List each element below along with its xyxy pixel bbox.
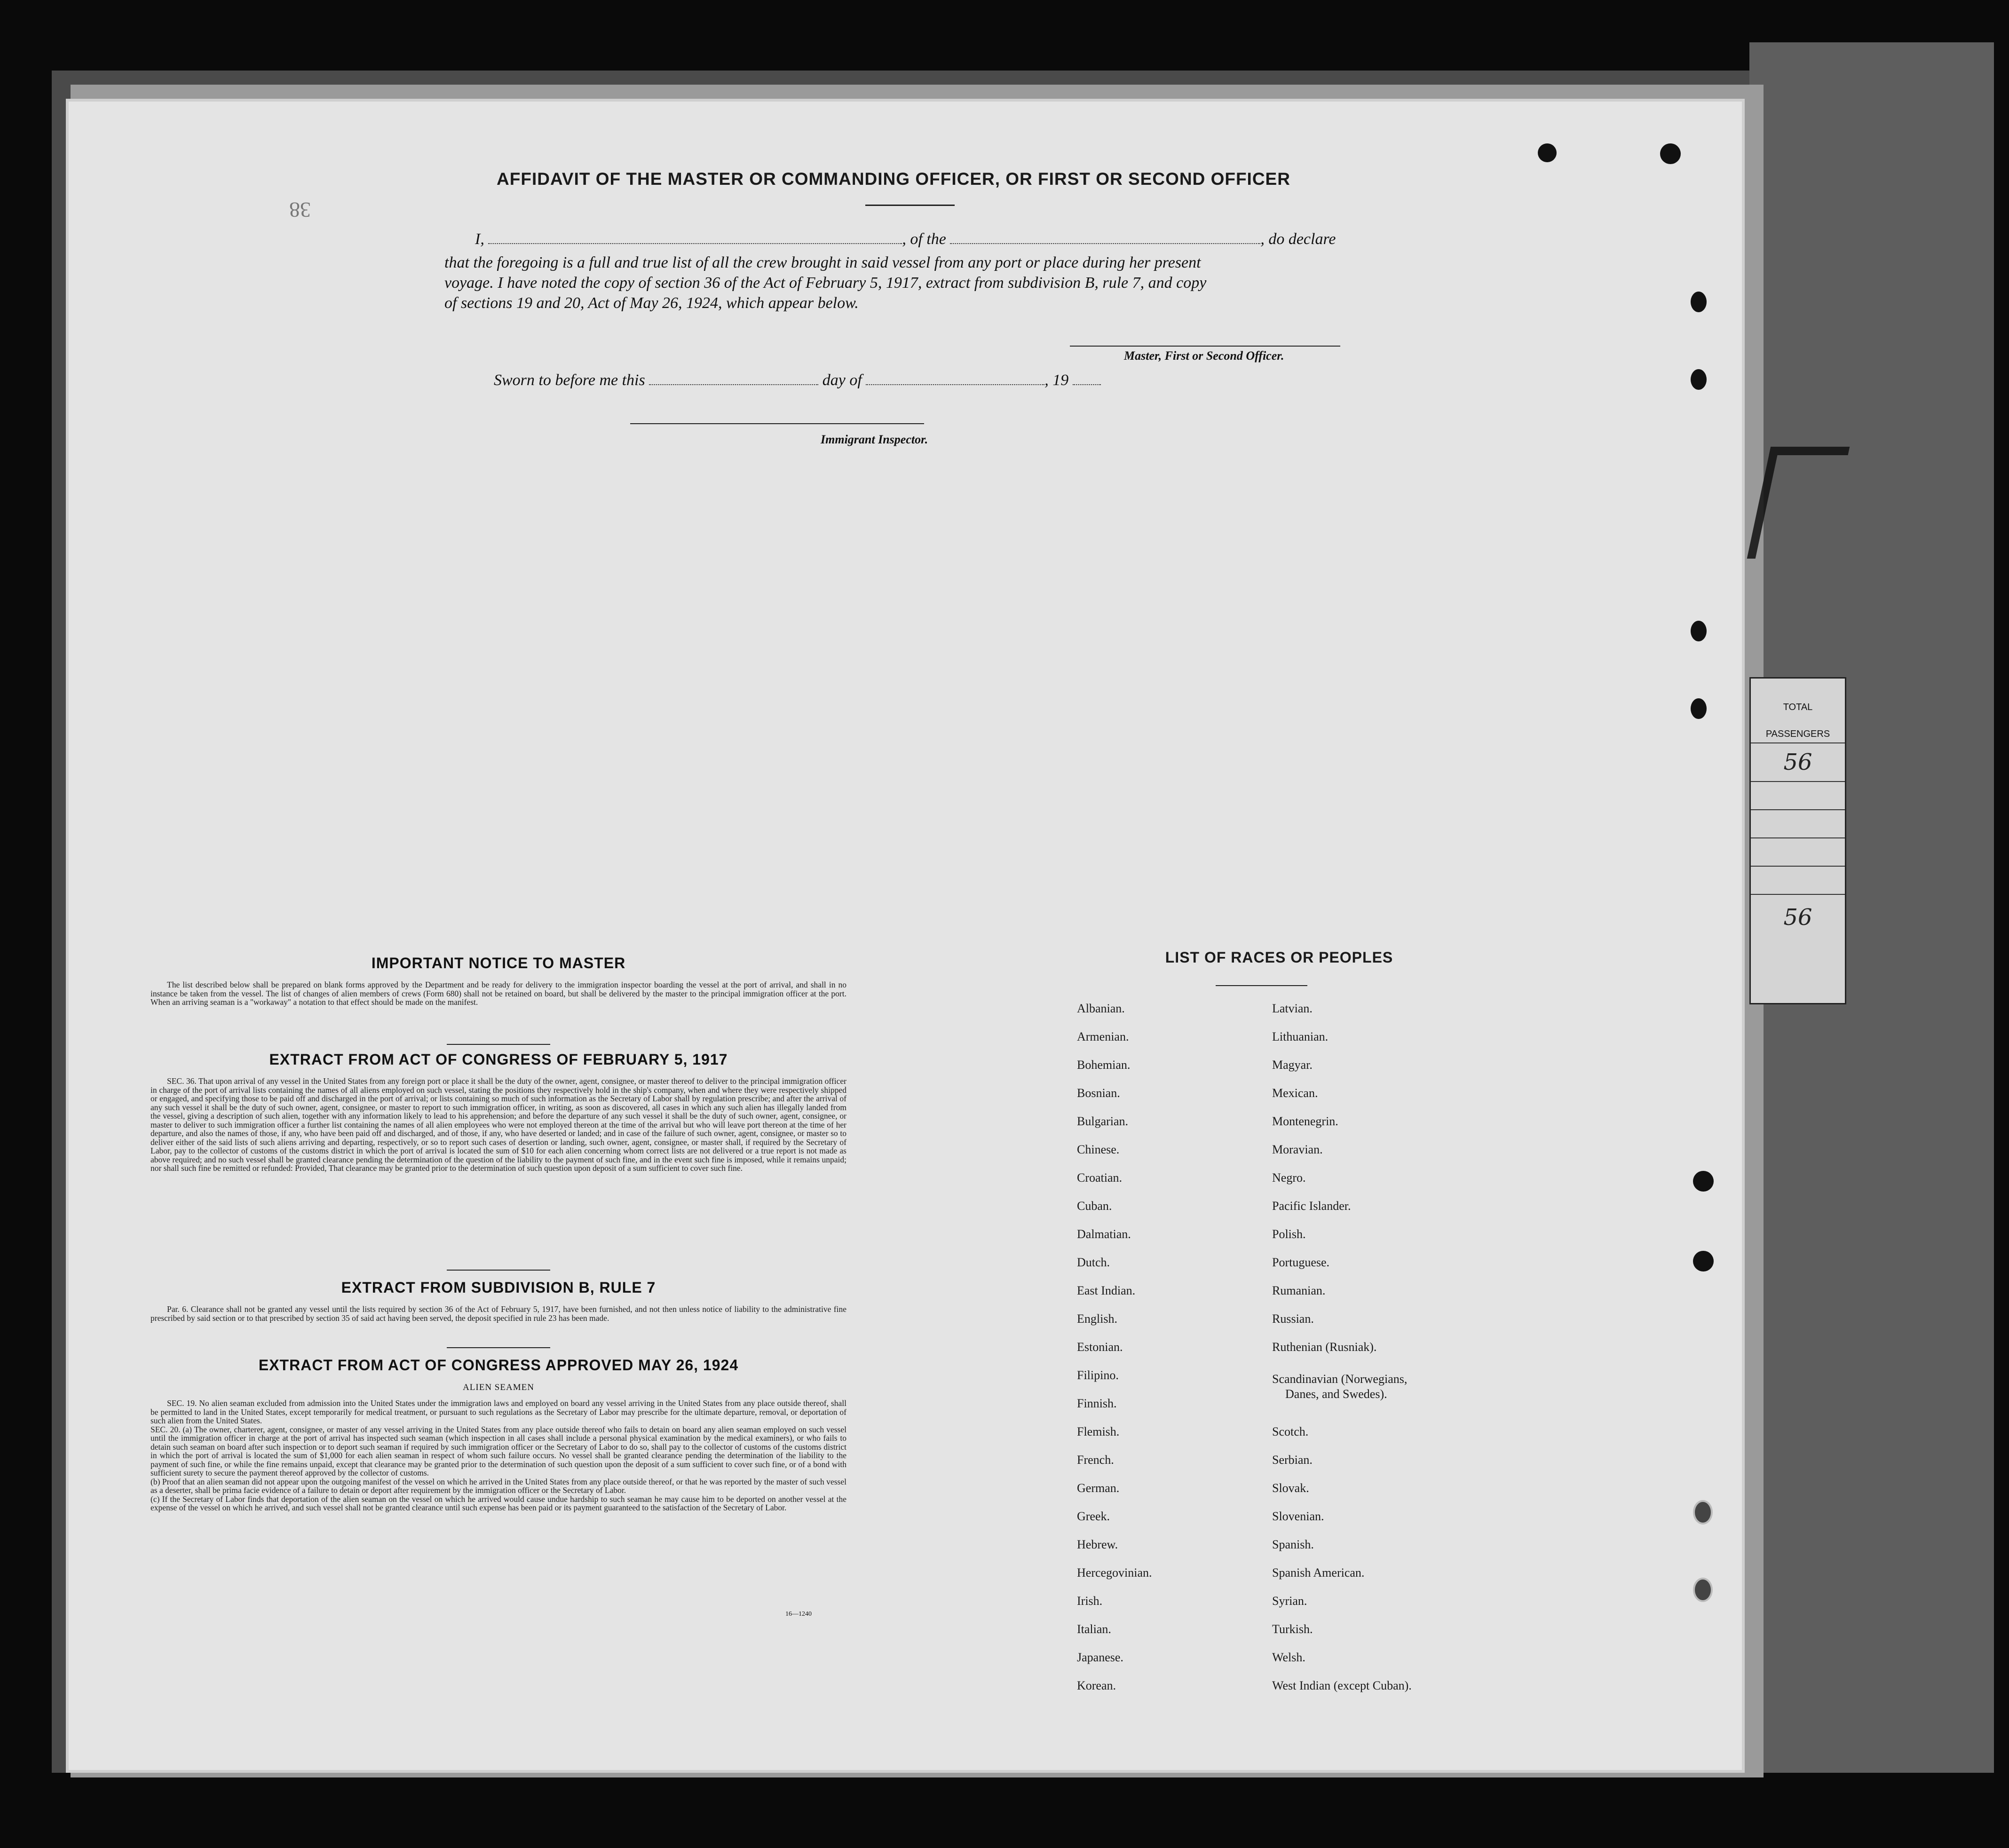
total-passengers-box	[1749, 677, 1846, 1004]
punch-hole	[1693, 1171, 1714, 1192]
race-item: Serbian.	[1272, 1453, 1313, 1467]
race-item: Scotch.	[1272, 1425, 1309, 1438]
race-item: Russian.	[1272, 1312, 1314, 1326]
punch-hole	[1538, 143, 1557, 162]
race-item: Slovak.	[1272, 1481, 1309, 1495]
race-item: Japanese.	[1077, 1651, 1123, 1664]
sworn-month-field[interactable]	[866, 384, 1044, 385]
affidavit-declare: , do declare	[1260, 230, 1336, 248]
race-item: Rumanian.	[1272, 1284, 1326, 1297]
punch-hole	[1691, 292, 1707, 312]
extract-1917-title: EXTRACT FROM ACT OF CONGRESS OF FEBRUARY 5, 1917	[269, 1051, 728, 1068]
punch-hole	[1691, 369, 1707, 390]
race-item: Portuguese.	[1272, 1256, 1330, 1269]
race-item: Croatian.	[1077, 1171, 1123, 1185]
inspector-caption: Immigrant Inspector.	[821, 433, 928, 446]
extract-rule7-text: Par. 6. Clearance shall not be granted any vessel until the lists required by section 36 of the Act of February 5, 1917, have been furnished, and not then unless notice of liability to the administrative fine prescribed by said section or to that prescribed by section 35 of said act having been served, the deposit specified in rule 23 has been made.	[150, 1304, 846, 1323]
race-item: Latvian.	[1272, 1002, 1313, 1015]
total-empty-cell	[1751, 866, 1845, 894]
sworn-line	[494, 371, 1152, 389]
total-empty-cell	[1751, 781, 1845, 809]
race-item: Mexican.	[1272, 1086, 1318, 1100]
extract-1924-title: EXTRACT FROM ACT OF CONGRESS APPROVED MAY 26, 1924	[258, 1357, 739, 1374]
race-item: Armenian.	[1077, 1030, 1129, 1043]
race-item: Irish.	[1077, 1594, 1103, 1608]
punch-hole	[1693, 1578, 1713, 1602]
total-header-line2: PASSENGERS	[1765, 729, 1830, 739]
race-item: Turkish.	[1272, 1622, 1313, 1636]
races-underline	[1216, 985, 1307, 986]
race-item: Estonian.	[1077, 1340, 1123, 1354]
sworn-day-field[interactable]	[649, 384, 818, 385]
extract-1924-text: SEC. 19. No alien seaman excluded from admission into the United States under the immigration laws and employed on board any vessel arriving in the United States from any place outside thereof, shall be permitted to land in the United States, except temporarily for medical treatment, or pursuant to such regulations as the Secretary of Labor may prescribe for the ultimate departure, removal, or deportation of such alien from the United States. SEC. 20. (a) The owner, charterer, agent, consignee, or master of any vessel arriving in the United States from any place outside thereof who fails to detain on board any alien seaman employed on such vessel until the immigration officer in charge at the port of arrival has inspected such seaman (which inspection in all cases shall include a personal physical examination by the medical examiners), or who fails to detain such seaman on board after such inspection or to deport such seaman if required by such immigration officer or the Secretary of Labor to do so, shall pay to the collector of customs of the customs district in which the port of arrival is located the sum of $1,000 for each alien seaman in respect of whom such failure occurs. No vessel shall be granted clearance pending the determination of the liability to the payment of such fine, or while the fine remains unpaid, except that clearance may be granted prior to the determination of such question upon the deposit of a sum sufficient to cover such fine, or of a bond with sufficient surety to secure the payment thereof approved by the collector of customs. (b) Proof that an alien seaman did not appear upon the outgoing manifest of the vessel on which he arrived in the United States from any place outside thereof, or that he was reported by the master of such vessel as a deserter, shall be prima facie evidence of a failure to detain or deport after requirement by the immigration officer or the Secretary of Labor. (c) If the Secretary of Labor finds that deportation of the alien seaman on the vessel on which he arrived would cause undue hardship to such seaman he may cause him to be deported on another vessel at the expense of the vessel on which he arrived, and such vessel shall not be granted clearance until such expense has been paid or its payment guaranteed to the satisfaction of the Secretary of Labor.	[150, 1398, 846, 1512]
total-empty-cell	[1751, 837, 1845, 866]
race-item: Hercegovinian.	[1077, 1566, 1152, 1579]
sworn-text: Sworn to before me this	[494, 371, 645, 389]
race-item-continued: Danes, and Swedes).	[1285, 1387, 1387, 1401]
punch-hole	[1691, 621, 1707, 641]
race-item: Pacific Islander.	[1272, 1199, 1351, 1213]
master-signature-line[interactable]	[1070, 346, 1340, 347]
race-item: Negro.	[1272, 1171, 1306, 1185]
race-item: Slovenian.	[1272, 1509, 1324, 1523]
race-item: Lithuanian.	[1272, 1030, 1329, 1043]
race-item: Bohemian.	[1077, 1058, 1131, 1072]
punch-hole	[1660, 143, 1681, 164]
race-item: Filipino.	[1077, 1368, 1119, 1382]
page-number: 38	[289, 198, 311, 222]
total-top-cell	[1751, 742, 1845, 781]
form-page	[66, 99, 1745, 1773]
race-item: Moravian.	[1272, 1143, 1323, 1156]
race-item: Magyar.	[1272, 1058, 1313, 1072]
race-item: Greek.	[1077, 1509, 1110, 1523]
race-item: Albanian.	[1077, 1002, 1125, 1015]
affidavit-line-3: voyage. I have noted the copy of section 36 of the Act of February 5, 1917, extract from subdivision B, rule 7, and copy	[444, 274, 1207, 292]
form-number: 16—1240	[785, 1611, 812, 1618]
race-item: Dutch.	[1077, 1256, 1110, 1269]
race-item: French.	[1077, 1453, 1114, 1467]
race-item: Welsh.	[1272, 1651, 1305, 1664]
total-header-line1: TOTAL	[1783, 702, 1813, 712]
affidavit-line-4: of sections 19 and 20, Act of May 26, 1924, which appear below.	[444, 294, 859, 312]
affidavit-line-1	[475, 230, 1340, 248]
sworn-day-of: day of	[822, 371, 862, 389]
title-underline	[865, 205, 955, 206]
affidavit-i: I,	[475, 230, 484, 248]
punch-hole	[1691, 698, 1707, 719]
race-item: Ruthenian (Rusniak).	[1272, 1340, 1377, 1354]
race-item: Montenegrin.	[1272, 1114, 1338, 1128]
race-item: Korean.	[1077, 1679, 1116, 1692]
sworn-year: , 19	[1044, 371, 1069, 389]
races-title: LIST OF RACES OR PEOPLES	[1165, 949, 1393, 966]
section-divider	[447, 1270, 550, 1271]
total-empty-cell	[1751, 809, 1845, 837]
inspector-signature-line[interactable]	[630, 423, 924, 424]
master-name-field[interactable]	[488, 243, 902, 244]
master-caption: Master, First or Second Officer.	[1124, 349, 1284, 363]
total-top-value: 56	[1783, 749, 1812, 775]
race-item: West Indian (except Cuban).	[1272, 1679, 1412, 1692]
affidavit-line-2: that the foregoing is a full and true list of all the crew brought in said vessel from any port or place during her present	[444, 254, 1201, 271]
affidavit-of-the: , of the	[902, 230, 946, 248]
total-bottom-cell	[1751, 894, 1845, 951]
notice-master-title: IMPORTANT NOTICE TO MASTER	[371, 955, 626, 971]
vessel-name-field[interactable]	[950, 243, 1260, 244]
race-item: Syrian.	[1272, 1594, 1307, 1608]
notice-master-text: The list described below shall be prepared on blank forms approved by the Department and be ready for delivery to the immigration inspector boarding the vessel at the port of arrival, and shall in no instance be taken from the vessel. The list of changes of alien members of crews (Form 680) shall not be retained on board, but shall be delivered by the master to the principal immigration officer at the port. When an arriving seaman is a "workaway" a notation to that effect should be made on the manifest.	[150, 980, 846, 1007]
affidavit-title: AFFIDAVIT OF THE MASTER OR COMMANDING OFFICER, OR FIRST OR SECOND OFFICER	[497, 169, 1290, 189]
extract-1924-subtitle: ALIEN SEAMEN	[463, 1382, 534, 1392]
race-item: Flemish.	[1077, 1425, 1120, 1438]
punch-hole	[1693, 1500, 1713, 1524]
section-divider	[447, 1347, 550, 1348]
race-item: Polish.	[1272, 1227, 1306, 1241]
total-bottom-value: 56	[1783, 904, 1812, 931]
punch-hole	[1693, 1251, 1714, 1271]
race-item: English.	[1077, 1312, 1117, 1326]
extract-1917-text: SEC. 36. That upon arrival of any vessel in the United States from any foreign port or place it shall be the duty of the owner, agent, consignee, or master thereof to deliver to the principal immigration officer in charge of the port of arrival lists containing the names of all aliens employed on such vessel, stating the positions they respectively hold in the ship's company, when and where they were respectively shipped or engaged, and specifying those to be paid off and discharged in the port of arrival; or lists containing so much of such information as the Secretary of Labor shall by regulation prescribe; and after the arrival of any such vessel it shall be the duty of such owner, agent, consignee, or master to report to such immigration officer, in writing, as soon as discovered, all cases in which any such alien has illegally landed from the vessel, giving a description of such alien, together with any information likely to lead to his apprehension; and before the departure of any such vessel it shall be the duty of such owner, agent, consignee, or master to deliver to such immigration officer a further list containing the names of all alien employees who were not employed thereon at the time of the arrival but who will leave port thereon at the time of her departure, and also the names of those, if any, who have been paid off and discharged, and of those, if any, who have deserted or landed; and in case of the failure of such owner, agent, consignee, or master so to deliver either of the said lists of such aliens arriving and departing, respectively, or so to report such cases of desertion or landing, such owner, agent, consignee, or master shall, if required by the Secretary of Labor, pay to the collector of customs of the customs district in which the port of arrival is located the sum of $10 for each alien concerning whom correct lists are not delivered or a true report is not made as above required; and no such vessel shall be granted clearance pending the determination of the question of the liability to the payment of such fine, and in the event such fine is imposed, while it remains unpaid; nor shall such fine be remitted or refunded: Provided, That clearance may be granted prior to the determination of such question upon deposit of a sum sufficient to cover such fine.	[150, 1076, 846, 1173]
race-item: Scandinavian (Norwegians,	[1272, 1372, 1408, 1386]
races-left-column	[1077, 1002, 1218, 1707]
extract-rule7-title: EXTRACT FROM SUBDIVISION B, RULE 7	[341, 1279, 656, 1296]
race-item: Chinese.	[1077, 1143, 1120, 1156]
race-item: German.	[1077, 1481, 1120, 1495]
race-item: Hebrew.	[1077, 1538, 1118, 1551]
sworn-year-field[interactable]	[1073, 384, 1101, 385]
race-item: Italian.	[1077, 1622, 1111, 1636]
race-item: Spanish American.	[1272, 1566, 1365, 1579]
race-item: Bosnian.	[1077, 1086, 1120, 1100]
race-item: Bulgarian.	[1077, 1114, 1129, 1128]
race-item: Finnish.	[1077, 1397, 1117, 1410]
section-divider	[447, 1044, 550, 1045]
race-item: Dalmatian.	[1077, 1227, 1131, 1241]
race-item: East Indian.	[1077, 1284, 1136, 1297]
race-item: Spanish.	[1272, 1538, 1314, 1551]
race-item: Cuban.	[1077, 1199, 1112, 1213]
races-right-column	[1272, 1002, 1488, 1707]
